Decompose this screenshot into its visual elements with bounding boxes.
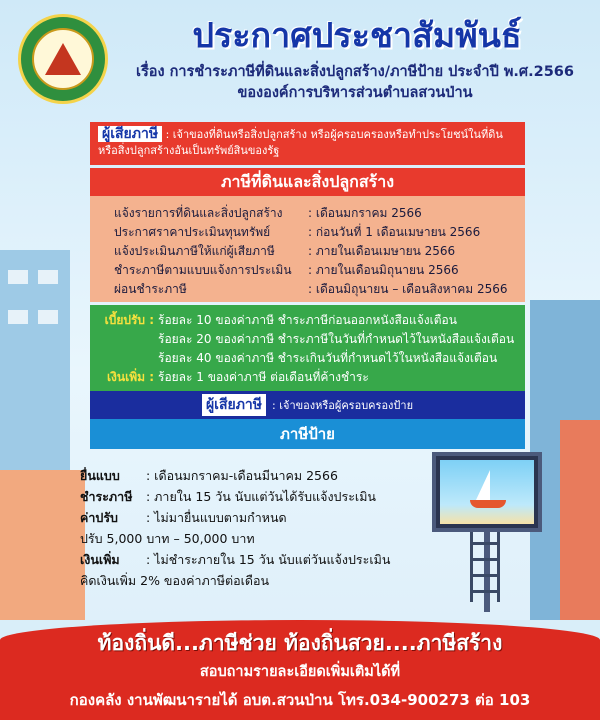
contact-info: กองคลัง งานพัฒนารายได้ อบต.สวนป่าน โทร.034-900273 ต่อ 103 <box>69 691 531 709</box>
land-tax-schedule <box>90 196 525 302</box>
taxpayer-text: : เจ้าของที่ดินหรือสิ่งปลูกสร้าง หรือผู้ครอบครองหรือทำประโยชน์ในที่ดินหรือสิ่งปลูกสร้างอันเป็นทรัพย์สินของรัฐ <box>98 128 503 157</box>
surcharge-row: เงินเพิ่ม : ร้อยละ 1 ของค่าภาษี ต่อเดือนที่ค้างชำระ <box>106 370 369 384</box>
header <box>0 0 600 118</box>
sign-tax-heading: ภาษีป้าย <box>90 419 525 449</box>
sign-row: ค่าปรับ : ไม่มายื่นแบบตามกำหนด <box>80 510 287 525</box>
schedule-row: ผ่อนชำระภาษี : เดือนมิถุนายน – เดือนสิงหาคม 2566 <box>114 282 508 296</box>
fine-row: ร้อยละ 40 ของค่าภาษี ชำระเกินวันที่กำหนดไว้ในหนังสือแจ้งเตือน <box>158 351 498 365</box>
subtitle-line: เรื่อง การชำระภาษีที่ดินและสิ่งปลูกสร้าง/ภาษีป้าย ประจำปี พ.ศ.2566 <box>136 64 574 80</box>
schedule-row: ชำระภาษีตามแบบแจ้งการประเมิน : ภายในเดือนมิถุนายน 2566 <box>114 263 459 277</box>
sign-row: เงินเพิ่ม : ไม่ชำระภายใน 15 วัน นับแต่วันแจ้งประเมิน <box>80 552 391 567</box>
background-building <box>560 420 600 620</box>
background-building <box>0 470 85 620</box>
schedule-row: แจ้งประเมินภาษีให้แก่ผู้เสียภาษี : ภายในเดือนเมษายน 2566 <box>114 244 456 258</box>
temple-icon <box>45 43 81 75</box>
schedule-row: ประกาศราคาประเมินทุนทรัพย์ : ก่อนวันที่ 1 เดือนเมษายน 2566 <box>114 225 481 239</box>
inquire-text: สอบถามรายละเอียดเพิ่มเติมได้ที่ <box>199 664 401 680</box>
page-title: ประกาศประชาสัมพันธ์ <box>192 16 522 56</box>
billboard-illustration <box>432 452 542 532</box>
fine-row: ร้อยละ 20 ของค่าภาษี ชำระภาษีในวันที่กำหนดไว้ในหนังสือแจ้งเตือน <box>158 332 515 346</box>
sailboat-icon <box>476 470 490 500</box>
sign-row: ยื่นแบบ : เดือนมกราคม-เดือนมีนาคม 2566 <box>80 468 338 483</box>
ladder-illustration <box>470 532 500 602</box>
taxpayer-sign-row <box>90 391 525 419</box>
taxpayer-land-row <box>90 122 525 165</box>
sign-tax-details <box>80 466 400 592</box>
fine-range: ปรับ 5,000 บาท – 50,000 บาท <box>80 531 255 546</box>
land-tax-heading: ภาษีที่ดินและสิ่งปลูกสร้าง <box>90 168 525 196</box>
taxpayer-label: ผู้เสียภาษี <box>202 394 266 416</box>
subtitle-line: ขององค์การบริหารส่วนตำบลสวนป่าน <box>237 85 473 101</box>
slogan: ท้องถิ่นดี...ภาษีช่วย ท้องถิ่นสวย....ภาษีสร้าง <box>97 631 503 655</box>
taxpayer-label: ผู้เสียภาษี <box>98 126 162 142</box>
surcharge-note: คิดเงินเพิ่ม 2% ของค่าภาษีต่อเดือน <box>80 573 270 588</box>
penalty-section <box>90 305 525 391</box>
schedule-row: แจ้งรายการที่ดินและสิ่งปลูกสร้าง : เดือนมกราคม 2566 <box>114 206 422 220</box>
sign-row: ชำระภาษี : ภายใน 15 วัน นับแต่วันได้รับแจ้งประเมิน <box>80 489 376 504</box>
taxpayer-text: : เจ้าของหรือผู้ครอบครองป้าย <box>272 399 414 412</box>
info-card <box>90 122 525 449</box>
fine-row: เบี้ยปรับ : ร้อยละ 10 ของค่าภาษี ชำระภาษีก่อนออกหนังสือแจ้งเตือน <box>104 313 457 327</box>
organization-logo <box>18 14 108 104</box>
page-subtitle <box>110 62 600 104</box>
